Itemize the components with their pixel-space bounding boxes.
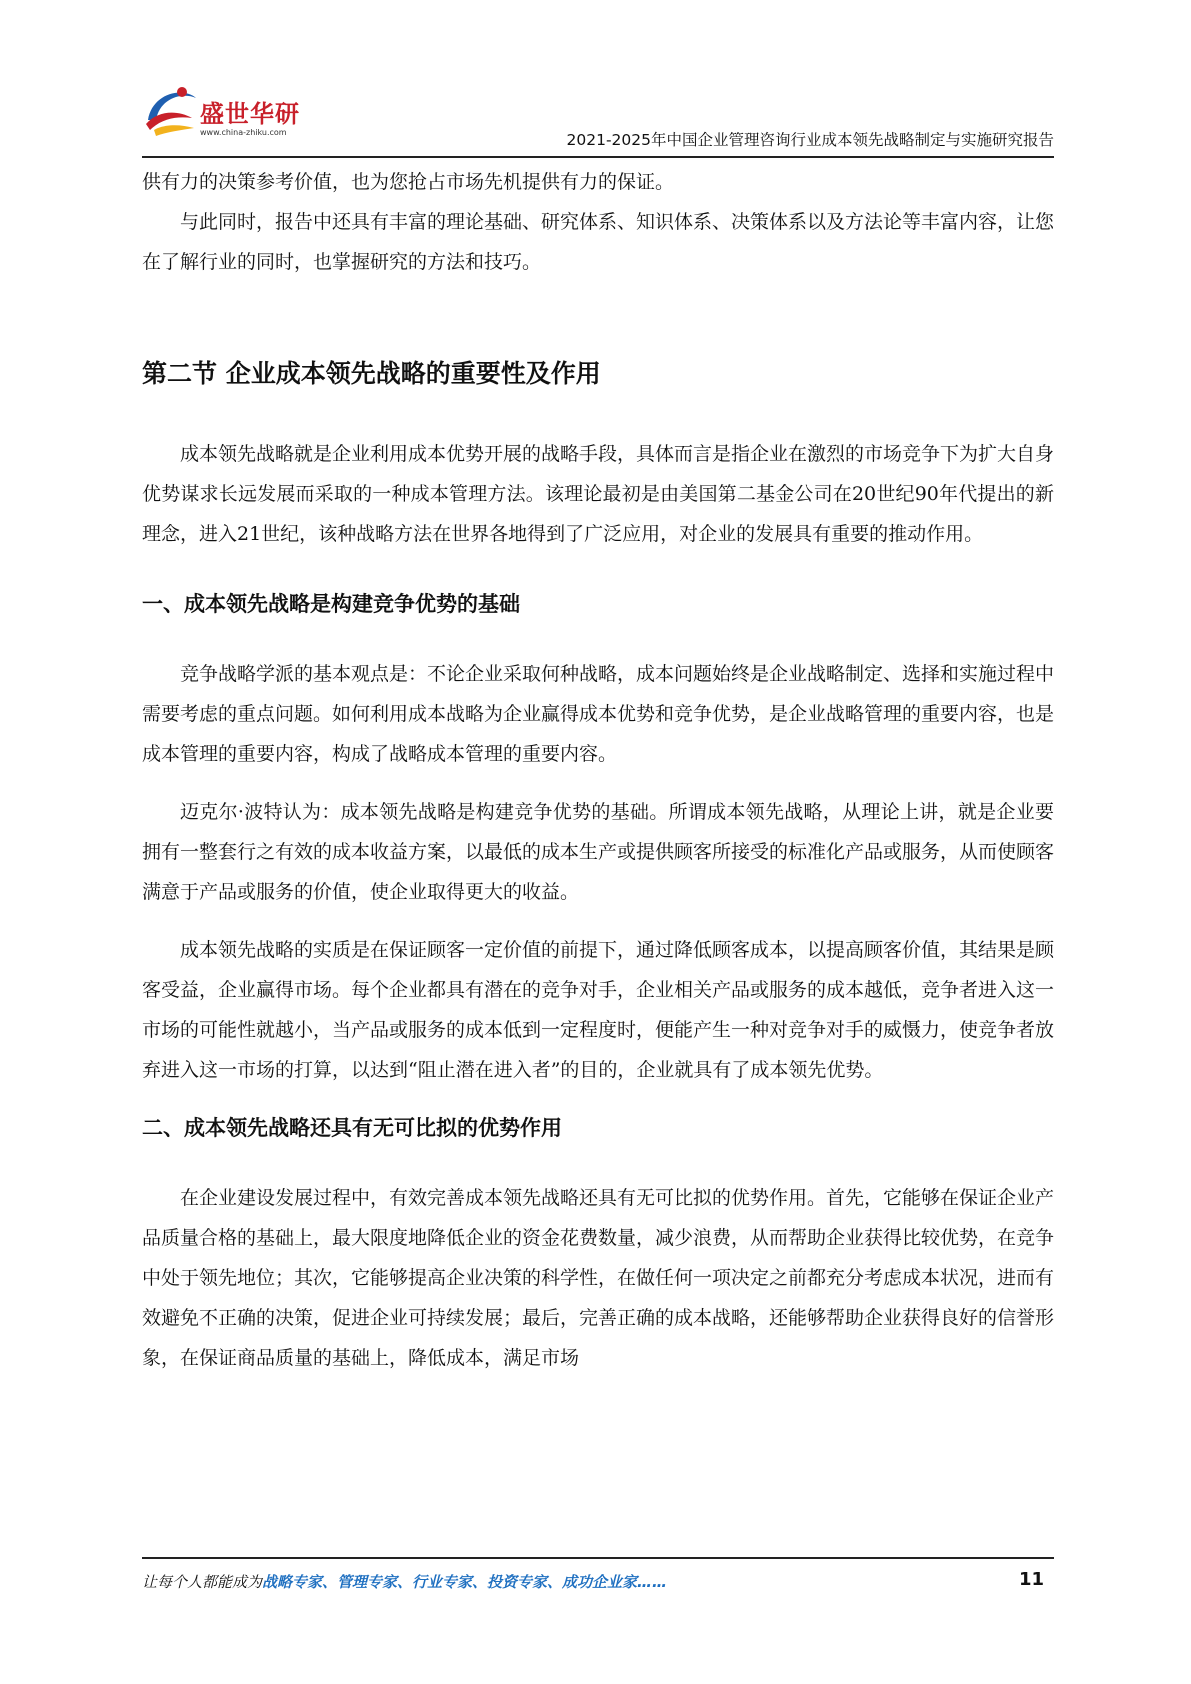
footer-slogan-lead: 让每个人都能成为	[142, 1573, 263, 1591]
subsection-title-2: 二、成本领先战略还具有无可比拟的优势作用	[142, 1116, 562, 1140]
logo-brand-text: 盛世华研	[200, 100, 300, 128]
subsection-1-paragraph-2: 迈克尔·波特认为：成本领先战略是构建竞争优势的基础。所谓成本领先战略，从理论上讲，就是企业要拥有一整套行之有效的成本收益方案，以最低的成本生产或提供顾客所接受的标准化产品或服务，从而使顾客满意于产品或服务的价值，使企业取得更大的收益。	[142, 801, 1055, 903]
subsection-1-paragraph-1: 竞争战略学派的基本观点是：不论企业采取何种战略，成本问题始终是企业战略制定、选择和实施过程中需要考虑的重点问题。如何利用成本战略为企业赢得成本优势和竞争优势，是企业战略管理的重要内容，也是成本管理的重要内容，构成了战略成本管理的重要内容。	[142, 663, 1055, 765]
page-body	[142, 162, 1054, 1378]
report-title: 2021-2025年中国企业管理咨询行业成本领先战略制定与实施研究报告	[566, 131, 1054, 149]
paragraph-continued: 供有力的决策参考价值，也为您抢占市场先机提供有力的保证。	[142, 171, 675, 193]
page-number: 11	[1018, 1569, 1044, 1590]
subsection-title-1: 一、成本领先战略是构建竞争优势的基础	[142, 592, 520, 616]
paragraph-intro: 与此同时，报告中还具有丰富的理论基础、研究体系、知识体系、决策体系以及方法论等丰富内容，让您在了解行业的同时，也掌握研究的方法和技巧。	[142, 211, 1055, 273]
subsection-2-paragraph-1: 在企业建设发展过程中，有效完善成本领先战略还具有无可比拟的优势作用。首先，它能够在保证企业产品质量合格的基础上，最大限度地降低企业的资金花费数量，减少浪费，从而帮助企业获得比较优势，在竞争中处于领先地位；其次，它能够提高企业决策的科学性，在做任何一项决定之前都充分考虑成本状况，进而有效避免不正确的决策，促进企业可持续发展；最后，完善正确的成本战略，还能够帮助企业获得良好的信誉形象，在保证商品质量的基础上，降低成本，满足市场	[142, 1187, 1055, 1369]
company-logo	[142, 80, 322, 150]
page-header	[142, 80, 1054, 158]
logo-emblem-icon	[142, 80, 204, 142]
footer-divider	[142, 1557, 1054, 1559]
footer-slogan-highlight: 战略专家、管理专家、行业专家、投资专家、成功企业家……	[262, 1573, 668, 1591]
logo-url-text: www.china-zhiku.com	[200, 128, 287, 137]
page-footer	[142, 1557, 1054, 1607]
subsection-1-paragraph-3: 成本领先战略的实质是在保证顾客一定价值的前提下，通过降低顾客成本，以提高顾客价值，其结果是顾客受益，企业赢得市场。每个企业都具有潜在的竞争对手，企业相关产品或服务的成本越低，竞争者进入这一市场的可能性就越小，当产品或服务的成本低到一定程度时，便能产生一种对竞争对手的威慑力，使竞争者放弃进入这一市场的打算，以达到“阻止潜在进入者”的目的，企业就具有了成本领先优势。	[142, 939, 1055, 1081]
footer-slogan	[142, 1571, 667, 1592]
header-divider	[142, 156, 1054, 158]
paragraph-section: 成本领先战略就是企业利用成本优势开展的战略手段，具体而言是指企业在激烈的市场竞争下为扩大自身优势谋求长远发展而采取的一种成本管理方法。该理论最初是由美国第二基金公司在20世纪90年代提出的新理念，进入21世纪，该种战略方法在世界各地得到了广泛应用，对企业的发展具有重要的推动作用。	[142, 443, 1055, 545]
section-title: 第二节 企业成本领先战略的重要性及作用	[142, 359, 601, 388]
